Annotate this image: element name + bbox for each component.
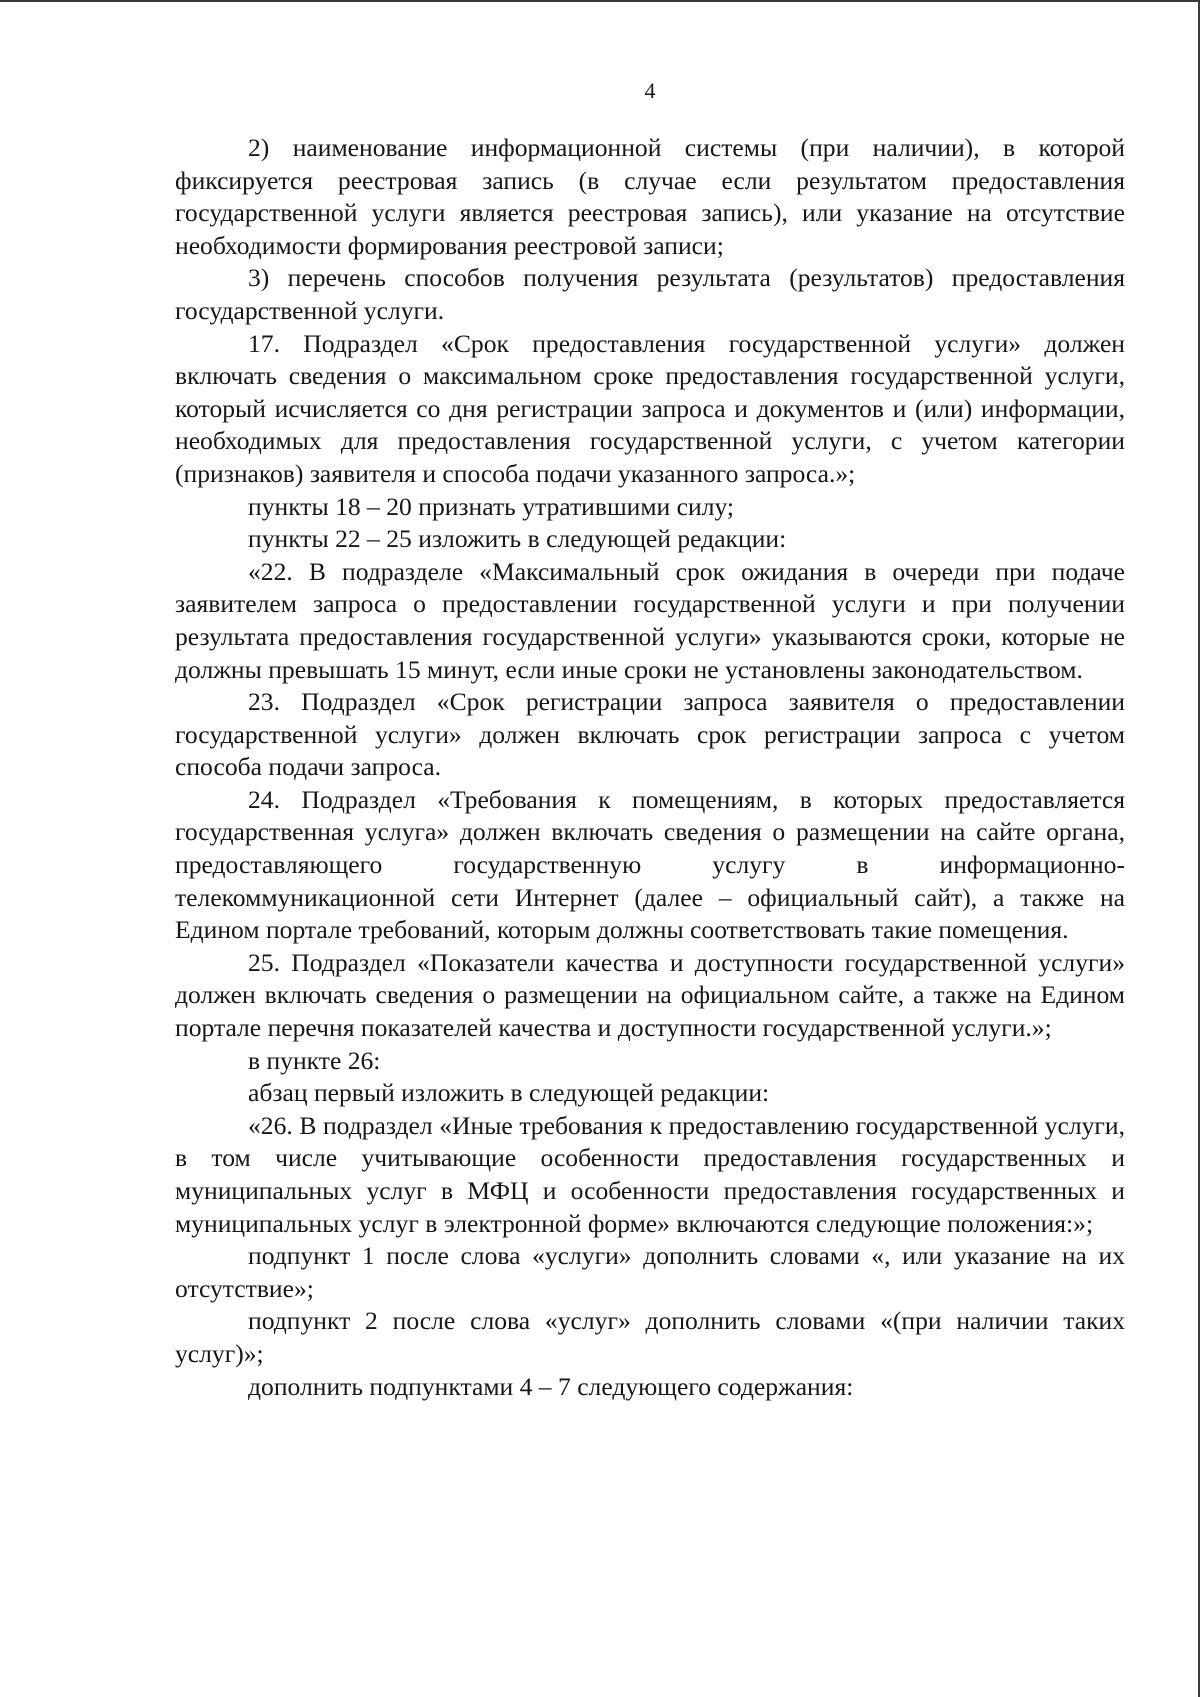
page-number: 4 [644, 78, 656, 103]
paragraph-first-abzac: абзац первый изложить в следующей редакции: [248, 1078, 770, 1108]
document-body [175, 132, 1125, 1403]
paragraph-item-23: 23. Подраздел «Срок регистрации запроса заявителя о предоставлении государственной услуги» должен включать срок регистрации запроса с учетом способа подачи запроса. [175, 687, 1125, 782]
paragraph-item-22: «22. В подразделе «Максимальный срок ожидания в очереди при подаче заявителем запроса о предоставлении государственной услуги и при получении результата предоставления государственной услуги» указываются сроки, которые не должны превышать 15 минут, если иные сроки не установлены законодательством. [175, 556, 1125, 684]
paragraph-items-18-20: пункты 18 – 20 признать утратившими силу; [248, 491, 735, 521]
paragraph-item-26-intro: в пункте 26: [248, 1045, 381, 1075]
paragraph-items-22-25: пункты 22 – 25 изложить в следующей редакции: [248, 524, 787, 554]
paragraph-add-subitems: дополнить подпунктами 4 – 7 следующего содержания: [248, 1371, 854, 1401]
paragraph-subitem-1-amend: подпункт 1 после слова «услуги» дополнить словами «, или указание на их отсутствие»; [175, 1241, 1125, 1303]
paragraph-item-26: «26. В подраздел «Иные требования к предоставлению государственной услуги, в том числе учитывающие особенности предоставления государственных и муниципальных услуг в МФЦ и особенности предоставления государственных и муниципальных услуг в электронной форме» включаются следующие положения:»; [175, 1110, 1125, 1238]
paragraph-subitem-3: 3) перечень способов получения результата (результатов) предоставления государственной услуги. [175, 263, 1125, 325]
paragraph-item-24: 24. Подраздел «Требования к помещениям, в которых предоставляется государственная услуга» должен включать сведения о размещении на сайте органа, предоставляющего государственную услугу в информационно-телекоммуникационной сети Интернет (далее – официальный сайт), а также на Едином портале требований, которым должны соответствовать такие помещения. [175, 784, 1125, 945]
paragraph-subitem-2-amend: подпункт 2 после слова «услуг» дополнить словами «(при наличии таких услуг)»; [175, 1306, 1125, 1368]
paragraph-subitem-2: 2) наименование информационной системы (при наличии), в которой фиксируется реестровая запись (в случае если результатом предоставления государственной услуги является реестровая запись), или указание на отсутствие необходимости формирования реестровой записи; [175, 133, 1125, 260]
paragraph-item-17: 17. Подраздел «Срок предоставления государственной услуги» должен включать сведения о максимальном сроке предоставления государственной услуги, который исчисляется со дня регистрации запроса и документов и (или) информации, необходимых для предоставления государственной услуги, с учетом категории (признаков) заявителя и способа подачи указанного запроса.»; [175, 328, 1125, 488]
paragraph-item-25: 25. Подраздел «Показатели качества и доступности государственной услуги» должен включать сведения о размещении на официальном сайте, а также на Едином портале перечня показателей качества и доступности государственной услуги.»; [175, 947, 1125, 1043]
